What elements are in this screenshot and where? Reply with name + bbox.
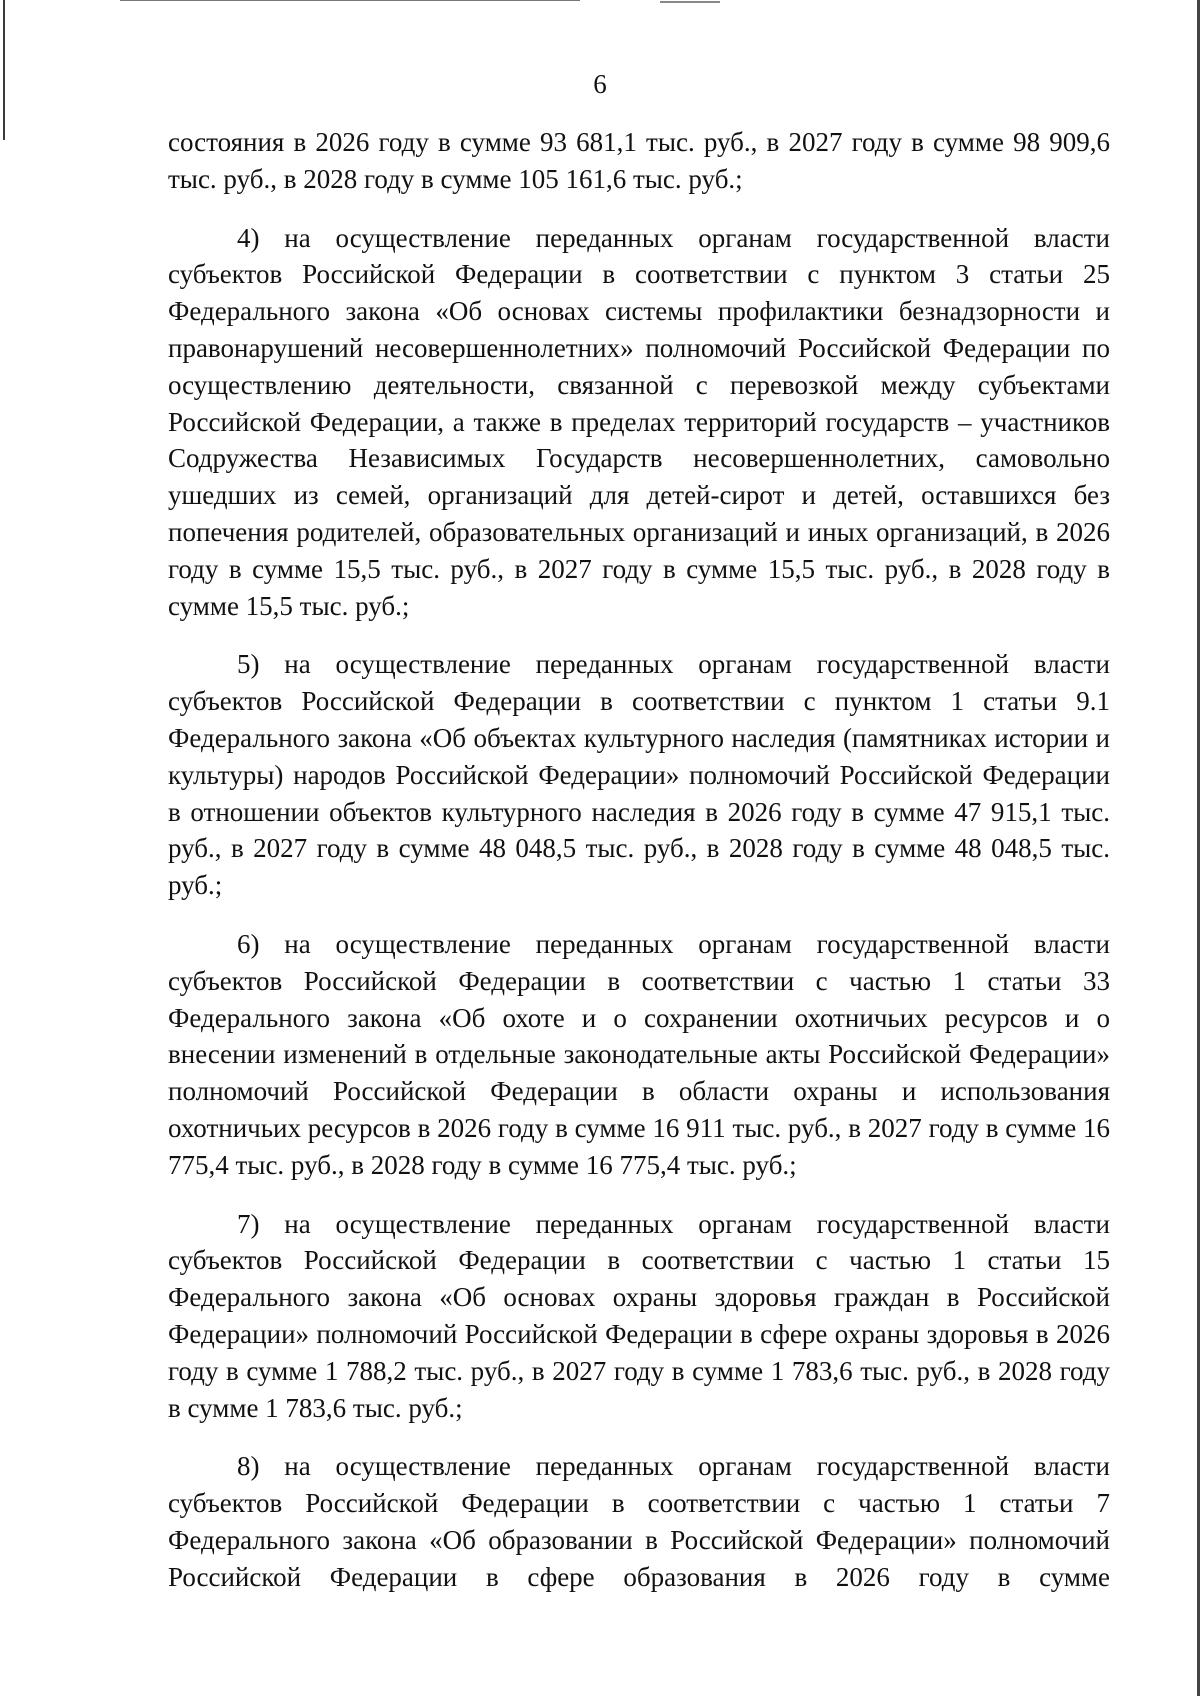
paragraph-item-7: 7) на осуществление переданных органам государственной власти субъектов Российской Федерации в соответствии с частью 1 статьи 15 Федерального закона «Об основах охраны здоровья граждан в Российской Федерации» полномочий Российской Федерации в сфере охраны здоровья в 2026 году в сумме 1 788,2 тыс. руб., в 2027 году в сумме 1 783,6 тыс. руб., в 2028 году в сумме 1 783,6 тыс. руб.; bbox=[168, 1208, 1110, 1423]
document-body bbox=[168, 124, 1110, 1595]
page-number: 6 bbox=[593, 69, 607, 99]
paragraph-item-4: 4) на осуществление переданных органам государственной власти субъектов Российской Федерации в соответствии с пунктом 3 статьи 25 Федерального закона «Об основах системы профилактики безнадзорности и правонарушений несовершеннолетних» полномочий Российской Федерации по осуществлению деятельности, связанной с перевозкой между субъектами Российской Федерации, а также в пределах территорий государств – участников Содружества Независимых Государств несовершеннолетних, самовольно ушедших из семей, организаций для детей-сирот и детей, оставшихся без попечения родителей, образовательных организаций и иных организаций, в 2026 году в сумме 15,5 тыс. руб., в 2027 году в сумме 15,5 тыс. руб., в 2028 году в сумме 15,5 тыс. руб.; bbox=[168, 222, 1110, 621]
paragraph-item-6: 6) на осуществление переданных органам государственной власти субъектов Российской Федерации в соответствии с частью 1 статьи 33 Федерального закона «Об охоте и о сохранении охотничьих ресурсов и о внесении изменений в отдельные законодательные акты Российской Федерации» полномочий Российской Федерации в области охраны и использования охотничьих ресурсов в 2026 году в сумме 16 911 тыс. руб., в 2027 году в сумме 16 775,4 тыс. руб., в 2028 году в сумме 16 775,4 тыс. руб.; bbox=[168, 928, 1110, 1180]
scan-edge-top bbox=[120, 0, 580, 1]
paragraph-item-5: 5) на осуществление переданных органам государственной власти субъектов Российской Федерации в соответствии с пунктом 1 статьи 9.1 Федерального закона «Об объектах культурного наследия (памятниках истории и культуры) народов Российской Федерации» полномочий Российской Федерации в отношении объектов культурного наследия в 2026 году в сумме 47 915,1 тыс. руб., в 2027 году в сумме 48 048,5 тыс. руб., в 2028 году в сумме 48 048,5 тыс. руб.; bbox=[168, 649, 1110, 901]
paragraph-item-8: 8) на осуществление переданных органам государственной власти субъектов Российской Федерации в соответствии с частью 1 статьи 7 Федерального закона «Об образовании в Российской Федерации» полномочий Российской Федерации в сфере образования в 2026 году в сумме bbox=[168, 1451, 1110, 1592]
paragraph-continuation: состояния в 2026 году в сумме 93 681,1 тыс. руб., в 2027 году в сумме 98 909,6 тыс. руб., в 2028 году в сумме 105 161,6 тыс. руб.; bbox=[168, 127, 1110, 194]
scan-edge-top-mark bbox=[660, 1, 720, 3]
